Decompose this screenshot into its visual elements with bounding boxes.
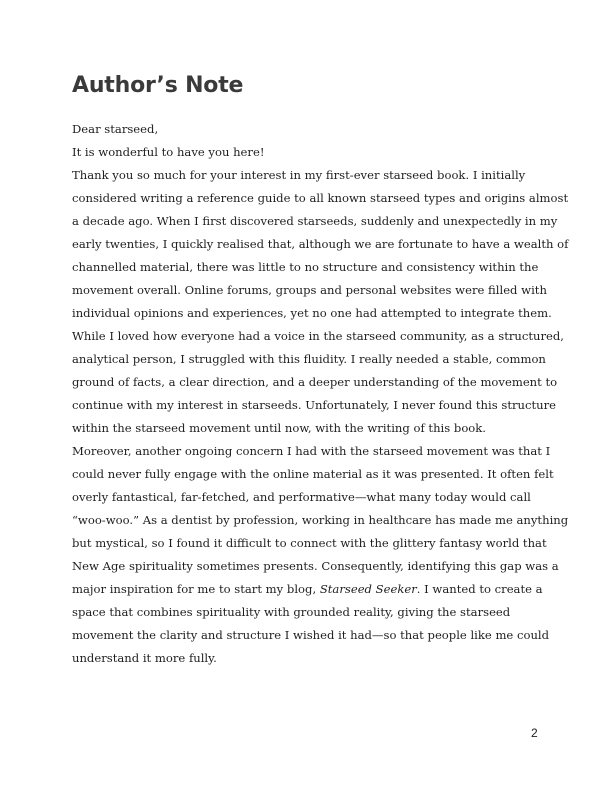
paragraph-line: Thank you so much for your interest in my first-ever starseed book. I initially <box>72 168 526 182</box>
blog-title: Starseed Seeker <box>319 582 417 596</box>
paragraph-line: movement overall. Online forums, groups and personal websites were filled with <box>72 283 547 297</box>
paragraph-line: channelled material, there was little to no structure and consistency within the <box>72 260 539 274</box>
paragraph-line: within the starseed movement until now, with the writing of this book. <box>72 421 486 435</box>
paragraph-line: but mystical, so I found it difficult to connect with the glittery fantasy world that <box>72 536 547 550</box>
paragraph-line: New Age spirituality sometimes presents. Consequently, identifying this gap was a <box>72 559 559 573</box>
paragraph-line: could never fully engage with the online material as it was presented. It often felt <box>72 467 554 481</box>
page-number: 2 <box>531 726 538 740</box>
body-text <box>72 118 569 670</box>
paragraph-line: continue with my interest in starseeds. Unfortunately, I never found this structure <box>72 398 557 412</box>
paragraph-line: understand it more fully. <box>72 651 217 665</box>
paragraph-line: overly fantastical, far-fetched, and performative—what many today would call <box>72 490 531 504</box>
paragraph-line: Moreover, another ongoing concern I had with the starseed movement was that I <box>72 444 551 458</box>
paragraph-line: analytical person, I struggled with this fluidity. I really needed a stable, common <box>72 352 546 366</box>
paragraph-line: space that combines spirituality with grounded reality, giving the starseed <box>72 605 511 619</box>
line-text: . I wanted to create a <box>416 582 543 596</box>
paragraph-2 <box>72 440 569 670</box>
paragraph-line: early twenties, I quickly realised that, although we are fortunate to have a wealth of <box>72 237 569 251</box>
paragraph-line: movement the clarity and structure I wished it had—so that people like me could <box>72 628 550 642</box>
paragraph-1 <box>72 164 569 440</box>
paragraph-line: While I loved how everyone had a voice in the starseed community, as a structured, <box>72 329 564 343</box>
line-text: major inspiration for me to start my blog, <box>72 582 320 596</box>
paragraph-line <box>72 578 542 601</box>
paragraph-line: “woo-woo.” As a dentist by profession, working in healthcare has made me anything <box>72 513 569 527</box>
paragraph-line: ground of facts, a clear direction, and a deeper understanding of the movement to <box>72 375 558 389</box>
paragraph-line: considered writing a reference guide to all known starseed types and origins almost <box>72 191 569 205</box>
greeting: It is wonderful to have you here! <box>72 145 265 159</box>
paragraph-line: individual opinions and experiences, yet no one had attempted to integrate them. <box>72 306 552 320</box>
salutation: Dear starseed, <box>72 122 159 136</box>
paragraph-line: a decade ago. When I first discovered starseeds, suddenly and unexpectedly in my <box>72 214 558 228</box>
page-title: Author’s Note <box>72 73 244 98</box>
